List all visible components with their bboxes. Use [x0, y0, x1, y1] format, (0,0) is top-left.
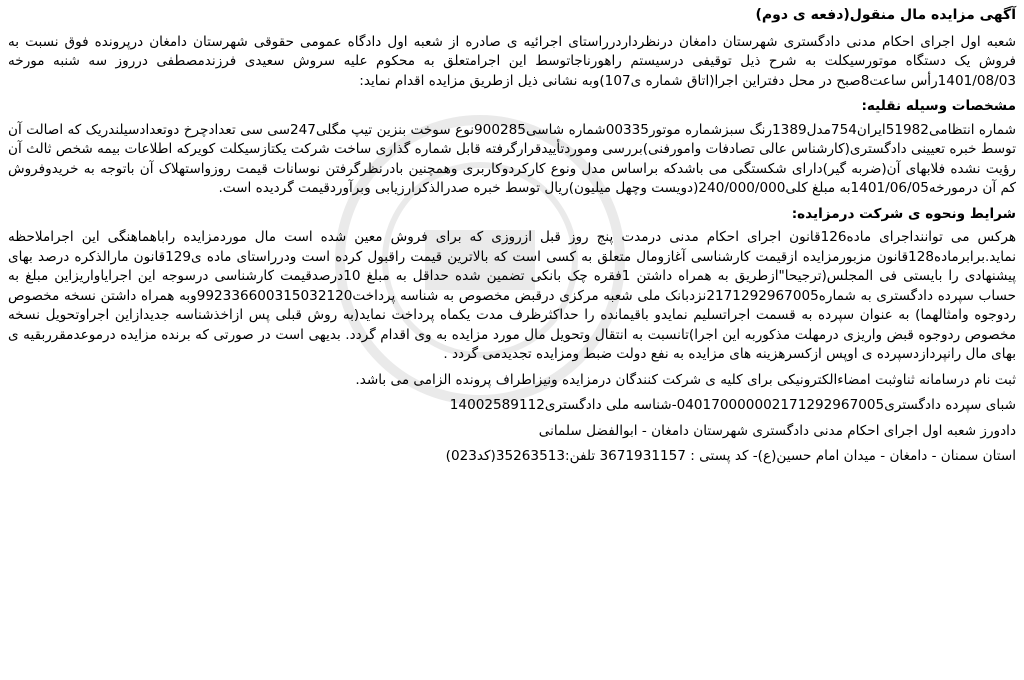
conditions-paragraph: هرکس می تواننداجرای ماده126قانون اجرای احکام مدنی درمدت پنج روز قبل ازروزی که برای فروش معین شده است مال موردمزایده راباهماهنگی این اجراملاحظه نماید.برابرماده128قانون مزبورمزایده ازقیمت کارشناسی آغازومال متعلق به کسی است که بالاترین قیمت راقبول کرده است ودرراستای ماده ی129قانون مارالذکره درصد بهای پیشنهادی را بایستی فی المجلس(ترجیحا"ازطریق به همراه داشتن 1فقره چک بانکی تضمین شده حداقل به مبلغ 10درصدقیمت کارشناسی درسوجه این اجرایاواریزاین مبلغ به حساب سپرده دادگستری به شماره2171292967005نزدبانک ملی شعبه مرکزی درقبض مخصوص به شناسه پرداخت992336600315032120وبه همراه داشتن نسخه مخصوص ردوجوه وامثالهما) به عنوان سپرده به قسمت اجراتسلیم نمایدو باقیمانده را حداکثرظرف مدت یکماه پرداخت نماید(به روش قبلی پس ازاخذشناسه جدیدازاین اجراوتحویل نسخه مخصوص ردوجوه قبض واریزی درمهلت مذکوربه این اجرا)تانسبت به انتقال وتحویل مال مورد مزایده به وی اقدام گردد. بدیهی است در صورتی که برنده مزایده درموعدمقرربقیه ی بهای مال رانپردازدسپرده ی اوپس ازکسرهزینه های مزایده به نفع دولت ضبط ومزایده تجدیدمی گردد . [8, 229, 1017, 362]
address-line: استان سمنان - دامغان - میدان امام حسین(ع)- کد پستی : 3671931157 تلفن:35263513(کد023) [445, 448, 1016, 464]
vehicle-heading: مشخصات وسیله نقلیه: [861, 98, 1016, 114]
conditions-heading: شرایط ونحوه ی شرکت درمزایده: [791, 205, 1016, 222]
vehicle-paragraph: شماره انتظامی51982ایران754مدل1389رنگ سبزشماره موتور00335شماره شاسی900285نوع سوخت بنزین تیپ مگلی247سی سی تعدادچرخ دوتعدادسیلندریک که اصالت آن توسط خبره تعیینی دادگستری(کارشناس عالی تصادفات وامورفنی)بررسی وموردتأییدقرارگرفته قابل شماره گذاری ساخت شرکت یکتازسیکلت کویرکه اطلاعات بیمه شخص ثالث آن رؤیت نشده فلابهای آن(ضربه گیر)دارای شکستگی می باشدکه براساس مدل ونوع کارکردوکاربری وهمچنین بادرنظرگرفتن نوسانات قیمت روزواستهلاک آن باتوجه به خریدوفروش کم آن درمورخه1401/06/05به مبلغ کلی240/000/000(دویست وچهل میلیون)ریال توسط خبره صدرالذکرارزیابی وبرآوردقیمت گردیده است. [8, 121, 1017, 196]
notice-title: آگهی مزایده مال منقول(دفعه ی دوم) [755, 7, 1016, 23]
registration-note: ثبت نام درسامانه ثناوثبت امضاءالکترونیکی برای کلیه ی شرکت کنندگان درمزایده ونیزاطراف پرونده الزامی می باشد. [355, 371, 1016, 388]
account-line: شبای سپرده دادگستری040170000002171292967005-شناسه ملی دادگستری14002589112 [449, 397, 1016, 413]
intro-paragraph: شعبه اول اجرای احکام مدنی دادگستری شهرستان دامغان درنظرداردرراستای اجرائیه ی صادره از شعبه اول دادگاه عمومی حقوقی شهرستان دامغان درپرونده فوق نسبت به فروش یک دستگاه موتورسیکلت به شرح ذیل توقیفی درسیستم راهورناجاتوسط این اجرامتعلق به محکوم علیه سروش سعیدی فرزندمصطفی درروز سه شنبه مورخه 1401/08/03رأس ساعت8صبح در محل دفتراین اجرا(اتاق شماره ی107)وبه نشانی ذیل ازطریق مزایده اقدام نماید: [8, 33, 1016, 89]
signature-line: دادورز شعبه اول اجرای احکام مدنی دادگستری شهرستان دامغان - ابوالفضل سلمانی [538, 422, 1016, 439]
